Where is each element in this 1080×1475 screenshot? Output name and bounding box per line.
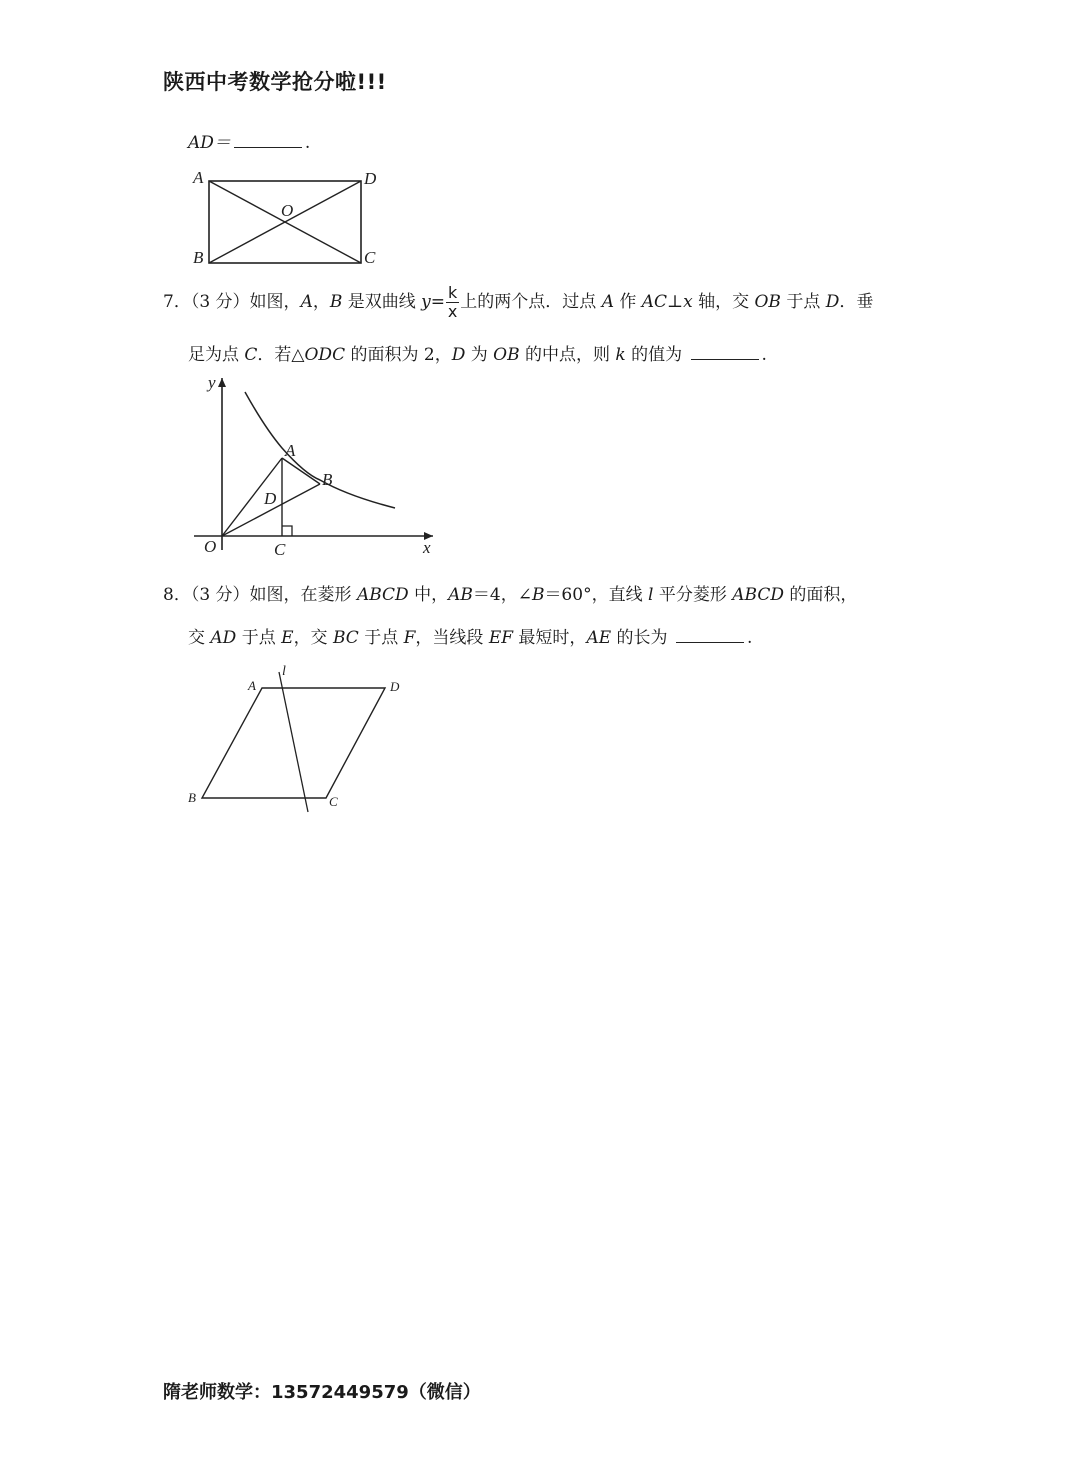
label-d: D	[390, 679, 400, 694]
q8-text: AD	[210, 628, 237, 648]
q8-text: 于点	[236, 628, 282, 648]
label-b: B	[188, 790, 196, 805]
figure-rectangle	[185, 163, 385, 273]
label-c: C	[329, 794, 338, 809]
q8-text: ABCD	[356, 585, 409, 605]
line-l	[279, 672, 308, 812]
fraction-denominator: x	[447, 302, 458, 321]
q7-text: A	[601, 292, 614, 312]
q7-text: ．垂	[839, 292, 874, 312]
q8-text: 平分菱形	[653, 585, 733, 605]
label-o: O	[204, 537, 217, 556]
page-footer-contact: 隋老师数学：13572449579（微信）	[163, 1382, 481, 1403]
q7-text: x	[683, 292, 693, 312]
label-b: B	[193, 248, 204, 267]
q8-text: 于点	[358, 628, 404, 648]
q8-text: BC	[332, 628, 359, 648]
q7-text: D	[451, 345, 466, 365]
q7-text: 上的两个点．过点	[460, 292, 602, 312]
q7-line-1	[163, 284, 873, 321]
q6-suffix: .	[304, 133, 311, 153]
q7-text: OB	[493, 345, 520, 365]
q7-text: 足为点	[188, 345, 245, 365]
fraction-numerator: k	[448, 283, 458, 302]
q8-text: 的长为	[611, 628, 673, 648]
q8-text: 交	[188, 628, 211, 648]
q8-text: ABCD	[732, 585, 784, 605]
q6-prefix: AD＝	[188, 133, 231, 153]
q7-text: ．若△	[257, 345, 305, 365]
q6-answer-line	[188, 128, 310, 153]
label-a: A	[193, 168, 204, 187]
figure-rhombus	[185, 660, 410, 820]
q7-text: k	[615, 345, 626, 365]
q8-text: ＝4，∠	[472, 585, 532, 605]
q7-text: C	[244, 345, 258, 365]
q7-text: 为	[465, 345, 494, 365]
label-d: D	[364, 169, 377, 188]
q8-text: l	[647, 585, 654, 605]
q7-text: 的中点，则	[519, 345, 616, 365]
answer-blank	[691, 345, 759, 360]
q7-text: .	[761, 345, 767, 365]
page-header-title: 陕西中考数学抢分啦!!!	[163, 70, 387, 94]
label-y: y	[208, 373, 216, 392]
q7-text: ⊥	[667, 292, 684, 312]
q8-text: .	[746, 628, 753, 648]
q7-text: A	[300, 292, 313, 312]
q7-text: =	[430, 292, 446, 312]
q7-number: 7．	[163, 292, 191, 312]
q7-text: ODC	[304, 345, 346, 365]
right-angle-mark	[282, 526, 292, 536]
q7-text: B	[329, 292, 343, 312]
q8-text: AB	[448, 585, 473, 605]
q7-text: 于点	[780, 292, 826, 312]
answer-blank	[234, 133, 302, 148]
label-d: D	[264, 489, 277, 508]
figure-hyperbola	[190, 370, 450, 565]
q8-text: F	[403, 628, 416, 648]
q8-line-1	[163, 580, 857, 605]
label-a: A	[285, 441, 296, 460]
q8-number: 8．	[163, 585, 191, 605]
q8-text: ，当线段	[415, 628, 489, 648]
segment-ab	[282, 458, 320, 484]
q8-text: （3 分）如图，在菱形	[190, 585, 357, 605]
q7-text: 作	[613, 292, 642, 312]
q7-text: （3 分）如图，	[190, 292, 301, 312]
q7-text: 的值为	[625, 345, 688, 365]
q7-text: AC	[641, 292, 668, 312]
label-c: C	[364, 248, 376, 267]
q7-text: ，	[312, 292, 330, 312]
q7-text: 是双曲线	[342, 292, 422, 312]
q7-text: OB	[754, 292, 781, 312]
q8-text: ，交	[293, 628, 333, 648]
q7-text: 轴，交	[692, 292, 755, 312]
q8-text: 最短时，	[513, 628, 587, 648]
q8-text: ＝60°，直线	[544, 585, 648, 605]
label-a: A	[248, 678, 256, 693]
fraction-k-over-x	[446, 284, 459, 321]
label-x: x	[423, 538, 431, 557]
q7-line-2	[188, 340, 767, 365]
q8-text: 中，	[408, 585, 449, 605]
q7-text: 的面积为 2，	[345, 345, 452, 365]
label-l: l	[282, 664, 286, 679]
label-b: B	[322, 470, 333, 489]
q8-text: B	[531, 585, 545, 605]
q8-text: E	[281, 628, 294, 648]
q7-text: y	[421, 292, 431, 312]
q8-text: 的面积，	[783, 585, 858, 605]
label-o: O	[281, 201, 294, 220]
q7-text: D	[825, 292, 840, 312]
answer-blank	[676, 628, 744, 643]
q8-line-2	[188, 623, 752, 648]
q8-text: AE	[586, 628, 612, 648]
label-c: C	[274, 540, 286, 559]
q8-text: EF	[488, 628, 514, 648]
